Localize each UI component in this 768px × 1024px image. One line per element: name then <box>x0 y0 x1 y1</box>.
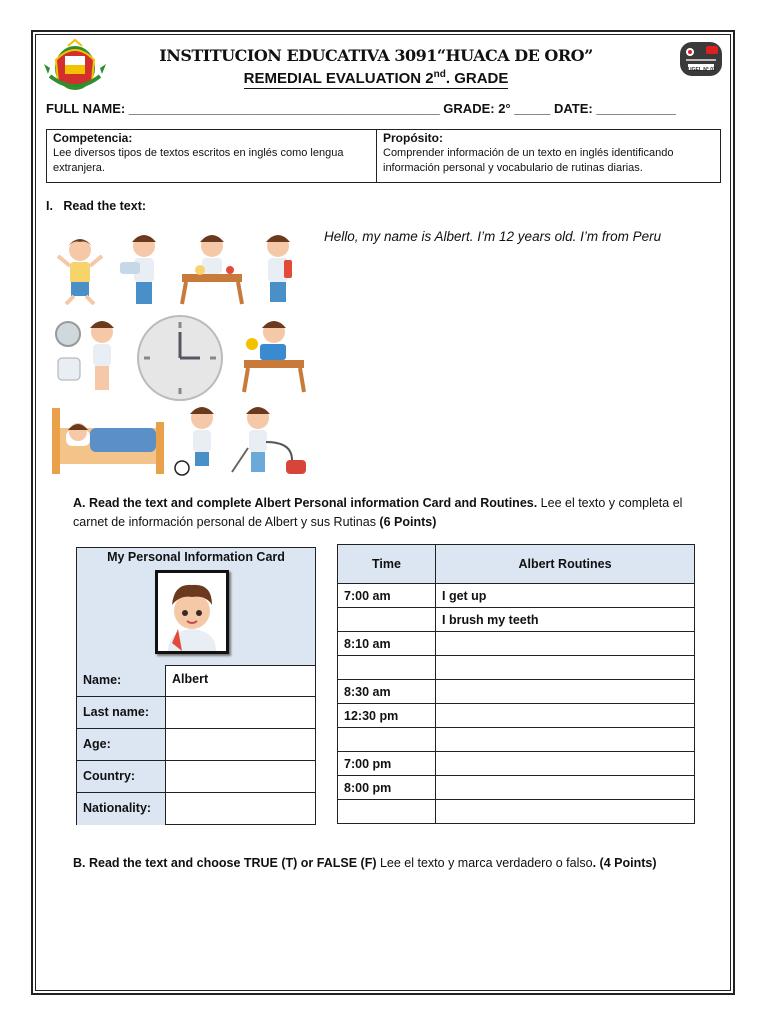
boy-playing-football-illustration <box>175 407 214 475</box>
routine-cell[interactable]: I get up <box>436 584 695 608</box>
boy-going-to-school-illustration <box>266 235 292 302</box>
boy-vacuuming-illustration <box>232 407 306 474</box>
boy-sleeping-illustration <box>52 408 164 474</box>
boy-brushing-teeth-illustration <box>56 321 114 390</box>
routines-header: Albert Routines <box>436 545 695 584</box>
card-title: My Personal Information Card <box>107 550 285 564</box>
routine-cell[interactable] <box>436 752 695 776</box>
time-cell[interactable]: 8:10 am <box>338 632 436 656</box>
instruction-b-points: . (4 Points) <box>592 856 657 870</box>
instruction-b <box>73 856 657 870</box>
card-row-age <box>77 729 315 761</box>
table-row <box>338 656 695 680</box>
time-cell[interactable] <box>338 608 436 632</box>
evaluation-title-sup: nd <box>433 69 446 80</box>
ugel-logo-text: UGEL N° 02 <box>688 67 716 73</box>
routine-cell[interactable] <box>436 800 695 824</box>
card-label: Age: <box>77 729 166 760</box>
section-i-heading: I. Read the text: <box>46 199 147 213</box>
time-header: Time <box>338 545 436 584</box>
instruction-a-bold: A. Read the text and complete Albert Personal information Card and Routines. <box>73 496 538 510</box>
card-row-last-name <box>77 697 315 729</box>
proposito-label: Propósito: <box>383 131 443 145</box>
time-cell[interactable] <box>338 800 436 824</box>
boy-waking-up-illustration <box>58 239 102 304</box>
card-value-age[interactable] <box>166 729 315 760</box>
clock-illustration <box>138 316 222 400</box>
competencia-proposito-table <box>46 129 721 183</box>
table-row <box>338 632 695 656</box>
school-logo <box>44 38 106 94</box>
card-label: Nationality: <box>77 793 166 825</box>
table-row <box>338 608 695 632</box>
card-label: Last name: <box>77 697 166 728</box>
albert-portrait-icon <box>158 573 226 651</box>
time-cell[interactable] <box>338 656 436 680</box>
boy-eating-breakfast-illustration <box>182 235 242 304</box>
instruction-a <box>73 494 713 532</box>
instruction-a-points: (6 Points) <box>379 515 437 529</box>
time-cell[interactable] <box>338 728 436 752</box>
routine-illustrations <box>52 232 312 482</box>
table-row <box>338 800 695 824</box>
time-cell[interactable]: 8:00 pm <box>338 776 436 800</box>
evaluation-title-main: REMEDIAL EVALUATION 2 <box>243 70 434 87</box>
time-cell[interactable]: 7:00 am <box>338 584 436 608</box>
routine-cell[interactable]: I brush my teeth <box>436 608 695 632</box>
card-label: Country: <box>77 761 166 792</box>
card-value-last-name[interactable] <box>166 697 315 728</box>
evaluation-title <box>120 69 632 87</box>
card-row-country <box>77 761 315 793</box>
instruction-a-normal: Lee el texto y completa el carnet de información personal de Albert y sus Rutinas <box>73 496 683 529</box>
competencia-cell <box>47 130 377 182</box>
routine-cell[interactable] <box>436 680 695 704</box>
proposito-cell <box>377 130 720 182</box>
competencia-label: Competencia: <box>53 131 133 145</box>
routines-header-row <box>338 545 695 584</box>
routines-table <box>337 544 695 824</box>
time-cell[interactable]: 12:30 pm <box>338 704 436 728</box>
routine-cell[interactable] <box>436 656 695 680</box>
boy-washing-illustration <box>120 235 156 304</box>
time-cell[interactable]: 7:00 pm <box>338 752 436 776</box>
boy-studying-illustration <box>244 321 304 392</box>
table-row <box>338 704 695 728</box>
card-label: Name: <box>77 665 166 696</box>
competencia-text: Lee diversos tipos de textos escritos en inglés como lengua extranjera. <box>53 147 344 174</box>
evaluation-title-end: . GRADE <box>445 70 509 87</box>
table-row <box>338 752 695 776</box>
routine-cell[interactable] <box>436 704 695 728</box>
proposito-text: Comprender información de un texto en inglés identificando información personal y vocabulario de rutinas diarias. <box>383 147 674 174</box>
student-info-line[interactable]: FULL NAME: ___________________________________________ GRADE: 2° _____ DATE: ___________ <box>46 101 676 116</box>
routine-cell[interactable] <box>436 728 695 752</box>
card-row-name <box>77 665 315 697</box>
table-row <box>338 680 695 704</box>
instruction-b-bold: B. Read the text and choose TRUE (T) or FALSE (F) <box>73 856 377 870</box>
intro-text: Hello, my name is Albert. I’m 12 years old. I’m from Peru <box>324 229 662 244</box>
card-value-name[interactable]: Albert <box>172 672 209 686</box>
routine-cell[interactable] <box>436 776 695 800</box>
time-cell[interactable]: 8:30 am <box>338 680 436 704</box>
card-row-nationality <box>77 793 315 825</box>
instruction-b-normal: Lee el texto y marca verdadero o falso <box>376 856 593 870</box>
card-value-country[interactable] <box>166 761 315 792</box>
albert-photo <box>155 570 229 654</box>
table-row <box>338 728 695 752</box>
routine-cell[interactable] <box>436 632 695 656</box>
card-value-nationality[interactable] <box>166 793 315 825</box>
school-title: INSTITUCION EDUCATIVA 3091“HUACA DE ORO” <box>159 46 593 65</box>
personal-information-card <box>76 547 316 825</box>
table-row <box>338 584 695 608</box>
table-row <box>338 776 695 800</box>
card-header <box>77 548 315 666</box>
